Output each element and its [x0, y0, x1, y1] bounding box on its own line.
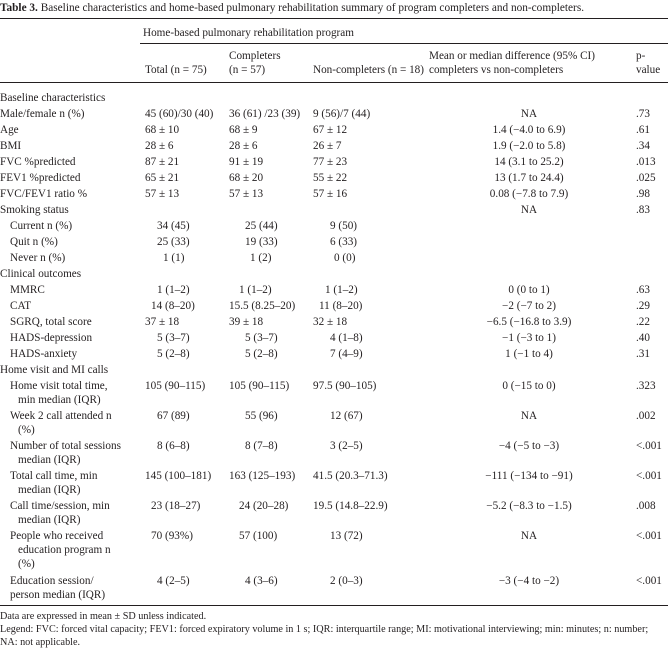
cell-completers: 25 (44) [245, 220, 278, 232]
cell-p: .34 [636, 140, 650, 152]
cell-p: .323 [636, 380, 656, 392]
cell-completers: 19 (33) [245, 236, 278, 248]
cell-p: <.001 [636, 530, 662, 542]
footnote-legend: Legend: FVC: forced vital capacity; FEV1: forced expiratory volume in 1 s; IQR: interquartile range; MI: motivational interviewing; min: minutes; n: number; [0, 624, 649, 635]
cell-diff: −4 (−5 to −3) [498, 440, 560, 452]
cell-completers: 1 (1–2) [239, 284, 272, 296]
col-completers-n: (n = 57) [229, 64, 266, 76]
row-label: Current n (%) [10, 220, 73, 232]
cell-total: 1 (1–2) [157, 284, 190, 296]
row-label: Age [0, 124, 19, 136]
cell-completers: 4 (3–6) [245, 575, 278, 587]
cell-completers: 39 ± 18 [229, 316, 264, 328]
cell-total: 37 ± 18 [145, 316, 180, 328]
cell-p: .29 [636, 300, 650, 312]
cell-noncompleters: 77 ± 23 [313, 156, 348, 168]
cell-completers: 91 ± 19 [229, 156, 264, 168]
row-label: FEV1 %predicted [0, 172, 81, 184]
row-label: MMRC [10, 284, 45, 296]
cell-total: 14 (8–20) [151, 300, 195, 312]
cell-completers: 8 (7–8) [245, 440, 278, 452]
row-label-cont: median (IQR) [18, 484, 81, 496]
cell-noncompleters: 11 (8–20) [319, 300, 363, 312]
cell-diff: 1 (−1 to 4) [505, 348, 553, 360]
cell-noncompleters: 57 ± 16 [313, 188, 348, 200]
table-caption [0, 1, 584, 15]
row-label-cont: person median (IQR) [10, 589, 106, 601]
row-label: Never n (%) [10, 252, 66, 264]
cell-completers: 105 (90–115) [229, 380, 290, 392]
cell-total: 5 (2–8) [157, 348, 190, 360]
cell-diff: −6.5 (−16.8 to 3.9) [486, 316, 572, 328]
cell-noncompleters: 67 ± 12 [313, 124, 348, 136]
col-diff: Mean or median difference (95% CI) [429, 50, 595, 62]
cell-completers: 57 (100) [239, 530, 278, 542]
row-label: Call time/session, min [10, 500, 110, 512]
cell-completers: 55 (96) [245, 410, 278, 422]
cell-p: .008 [636, 500, 656, 512]
cell-total: 8 (6–8) [157, 440, 190, 452]
cell-p: .40 [636, 332, 650, 344]
cell-noncompleters: 26 ± 7 [313, 140, 342, 152]
cell-noncompleters: 4 (1–8) [330, 332, 363, 344]
cell-noncompleters: 0 (0) [334, 252, 356, 264]
row-label-cont: (%) [18, 558, 35, 570]
section-clinical: Clinical outcomes [0, 268, 82, 280]
cell-completers: 28 ± 6 [229, 140, 258, 152]
row-label-cont: median (IQR) [18, 454, 81, 466]
row-label: Education session/ [10, 575, 94, 587]
cell-noncompleters: 9 (56)/7 (44) [313, 108, 371, 120]
col-noncompleters: Non-completers (n = 18) [313, 64, 425, 76]
cell-p: .73 [636, 108, 650, 120]
bottom-rule [0, 605, 668, 606]
col-p-2: value [636, 64, 661, 76]
cell-diff: 1.4 (−4.0 to 6.9) [492, 124, 566, 136]
cell-completers: 5 (2–8) [245, 348, 278, 360]
header-group: Home-based pulmonary rehabilitation program [143, 27, 354, 39]
cell-p: .98 [636, 188, 650, 200]
cell-p: .31 [636, 348, 650, 360]
cell-total: 5 (3–7) [157, 332, 190, 344]
cell-total: 45 (60)/30 (40) [145, 108, 214, 120]
cell-total: 67 (89) [157, 410, 190, 422]
cell-diff: −2 (−7 to 2) [502, 300, 556, 312]
cell-total: 70 (93%) [151, 530, 193, 542]
cell-p: .83 [636, 204, 650, 216]
caption-label: Table 3. [0, 2, 38, 14]
row-label: Quit n (%) [10, 236, 58, 248]
cell-p: <.001 [636, 470, 662, 482]
cell-completers: 1 (2) [250, 252, 272, 264]
cell-total: 25 (33) [157, 236, 190, 248]
row-label: BMI [0, 140, 22, 152]
cell-completers: 24 (20–28) [239, 500, 289, 512]
cell-completers: 57 ± 13 [229, 188, 264, 200]
row-label: HADS-depression [10, 332, 93, 344]
cell-noncompleters: 13 (72) [330, 530, 363, 542]
cell-diff: −111 (−134 to −91) [485, 470, 573, 482]
cell-noncompleters: 7 (4–9) [330, 348, 363, 360]
cell-noncompleters: 3 (2–5) [330, 440, 363, 452]
row-label: Home visit total time, [10, 380, 108, 392]
col-diff-2: completers vs non-completers [429, 64, 564, 76]
row-label: FVC/FEV1 ratio % [0, 188, 88, 200]
row-label: Male/female n (%) [0, 108, 85, 120]
row-label-cont: min median (IQR) [18, 394, 101, 406]
cell-noncompleters: 9 (50) [330, 220, 358, 232]
cell-p: <.001 [636, 575, 662, 587]
cell-p: .61 [636, 124, 650, 136]
row-label: SGRQ, total score [10, 316, 92, 328]
cell-diff: NA [520, 530, 538, 542]
cell-noncompleters: 97.5 (90–105) [313, 380, 377, 392]
row-label-cont: education program n [18, 544, 111, 556]
cell-total: 145 (100–181) [145, 470, 212, 482]
row-label-cont: (%) [18, 424, 35, 436]
cell-diff: 1.9 (−2.0 to 5.8) [492, 140, 566, 152]
header-rule [0, 82, 668, 83]
cell-total: 34 (45) [157, 220, 190, 232]
group-rule [140, 43, 668, 44]
cell-diff: −5.2 (−8.3 to −1.5) [486, 500, 572, 512]
cell-diff: NA [520, 108, 538, 120]
row-label: Number of total sessions [10, 440, 121, 452]
cell-diff: NA [520, 204, 538, 216]
cell-completers: 68 ± 20 [229, 172, 264, 184]
row-label: FVC %predicted [0, 156, 76, 168]
cell-noncompleters: 55 ± 22 [313, 172, 348, 184]
section-smoking: Smoking status [0, 204, 69, 216]
cell-diff: 0 (−15 to 0) [502, 380, 556, 392]
footnote-data: Data are expressed in mean ± SD unless indicated. [0, 611, 207, 622]
row-label: CAT [10, 300, 32, 312]
cell-completers: 68 ± 9 [229, 124, 258, 136]
cell-p: .63 [636, 284, 650, 296]
cell-noncompleters: 19.5 (14.8–22.9) [313, 500, 388, 512]
cell-total: 105 (90–115) [145, 380, 206, 392]
cell-diff: 14 (3.1 to 25.2) [494, 156, 564, 168]
col-total: Total (n = 75) [145, 64, 207, 76]
cell-total: 57 ± 13 [145, 188, 180, 200]
cell-total: 87 ± 21 [145, 156, 180, 168]
cell-diff: −1 (−3 to 1) [502, 332, 556, 344]
row-label: HADS-anxiety [10, 348, 78, 360]
section-home-visit: Home visit and MI calls [0, 364, 109, 376]
row-label: People who received [10, 530, 104, 542]
row-label: Total call time, min [10, 470, 98, 482]
cell-total: 65 ± 21 [145, 172, 180, 184]
cell-total: 28 ± 6 [145, 140, 174, 152]
cell-noncompleters: 1 (1–2) [325, 284, 358, 296]
row-label-cont: median (IQR) [18, 514, 81, 526]
cell-noncompleters: 6 (33) [330, 236, 358, 248]
cell-completers: 163 (125–193) [229, 470, 296, 482]
cell-diff: 13 (1.7 to 24.4) [494, 172, 564, 184]
footnote-na: NA: not applicable. [0, 637, 81, 648]
top-rule [0, 18, 668, 19]
cell-completers: 5 (3–7) [245, 332, 278, 344]
cell-noncompleters: 41.5 (20.3–71.3) [313, 470, 388, 482]
cell-p: .025 [636, 172, 656, 184]
cell-diff: 0.08 (−7.8 to 7.9) [489, 188, 569, 200]
col-p: p- [636, 50, 646, 62]
cell-diff: NA [520, 410, 538, 422]
cell-noncompleters: 32 ± 18 [313, 316, 348, 328]
cell-noncompleters: 12 (67) [330, 410, 363, 422]
cell-p: .013 [636, 156, 656, 168]
cell-diff: −3 (−4 to −2) [498, 575, 560, 587]
cell-total: 1 (1) [163, 252, 185, 264]
section-baseline: Baseline characteristics [0, 92, 106, 104]
cell-completers: 15.5 (8.25–20) [229, 300, 296, 312]
cell-completers: 36 (61) /23 (39) [229, 108, 301, 120]
row-label: Week 2 call attended n [10, 410, 112, 422]
cell-noncompleters: 2 (0–3) [330, 575, 363, 587]
caption-text: Baseline characteristics and home-based pulmonary rehabilitation summary of program completers and non-completers. [40, 2, 585, 14]
cell-diff: 0 (0 to 1) [508, 284, 550, 296]
cell-p: .22 [636, 316, 650, 328]
cell-total: 4 (2–5) [157, 575, 190, 587]
cell-p: <.001 [636, 440, 662, 452]
col-completers: Completers [229, 50, 281, 62]
cell-p: .002 [636, 410, 656, 422]
cell-total: 68 ± 10 [145, 124, 180, 136]
cell-total: 23 (18–27) [151, 500, 201, 512]
